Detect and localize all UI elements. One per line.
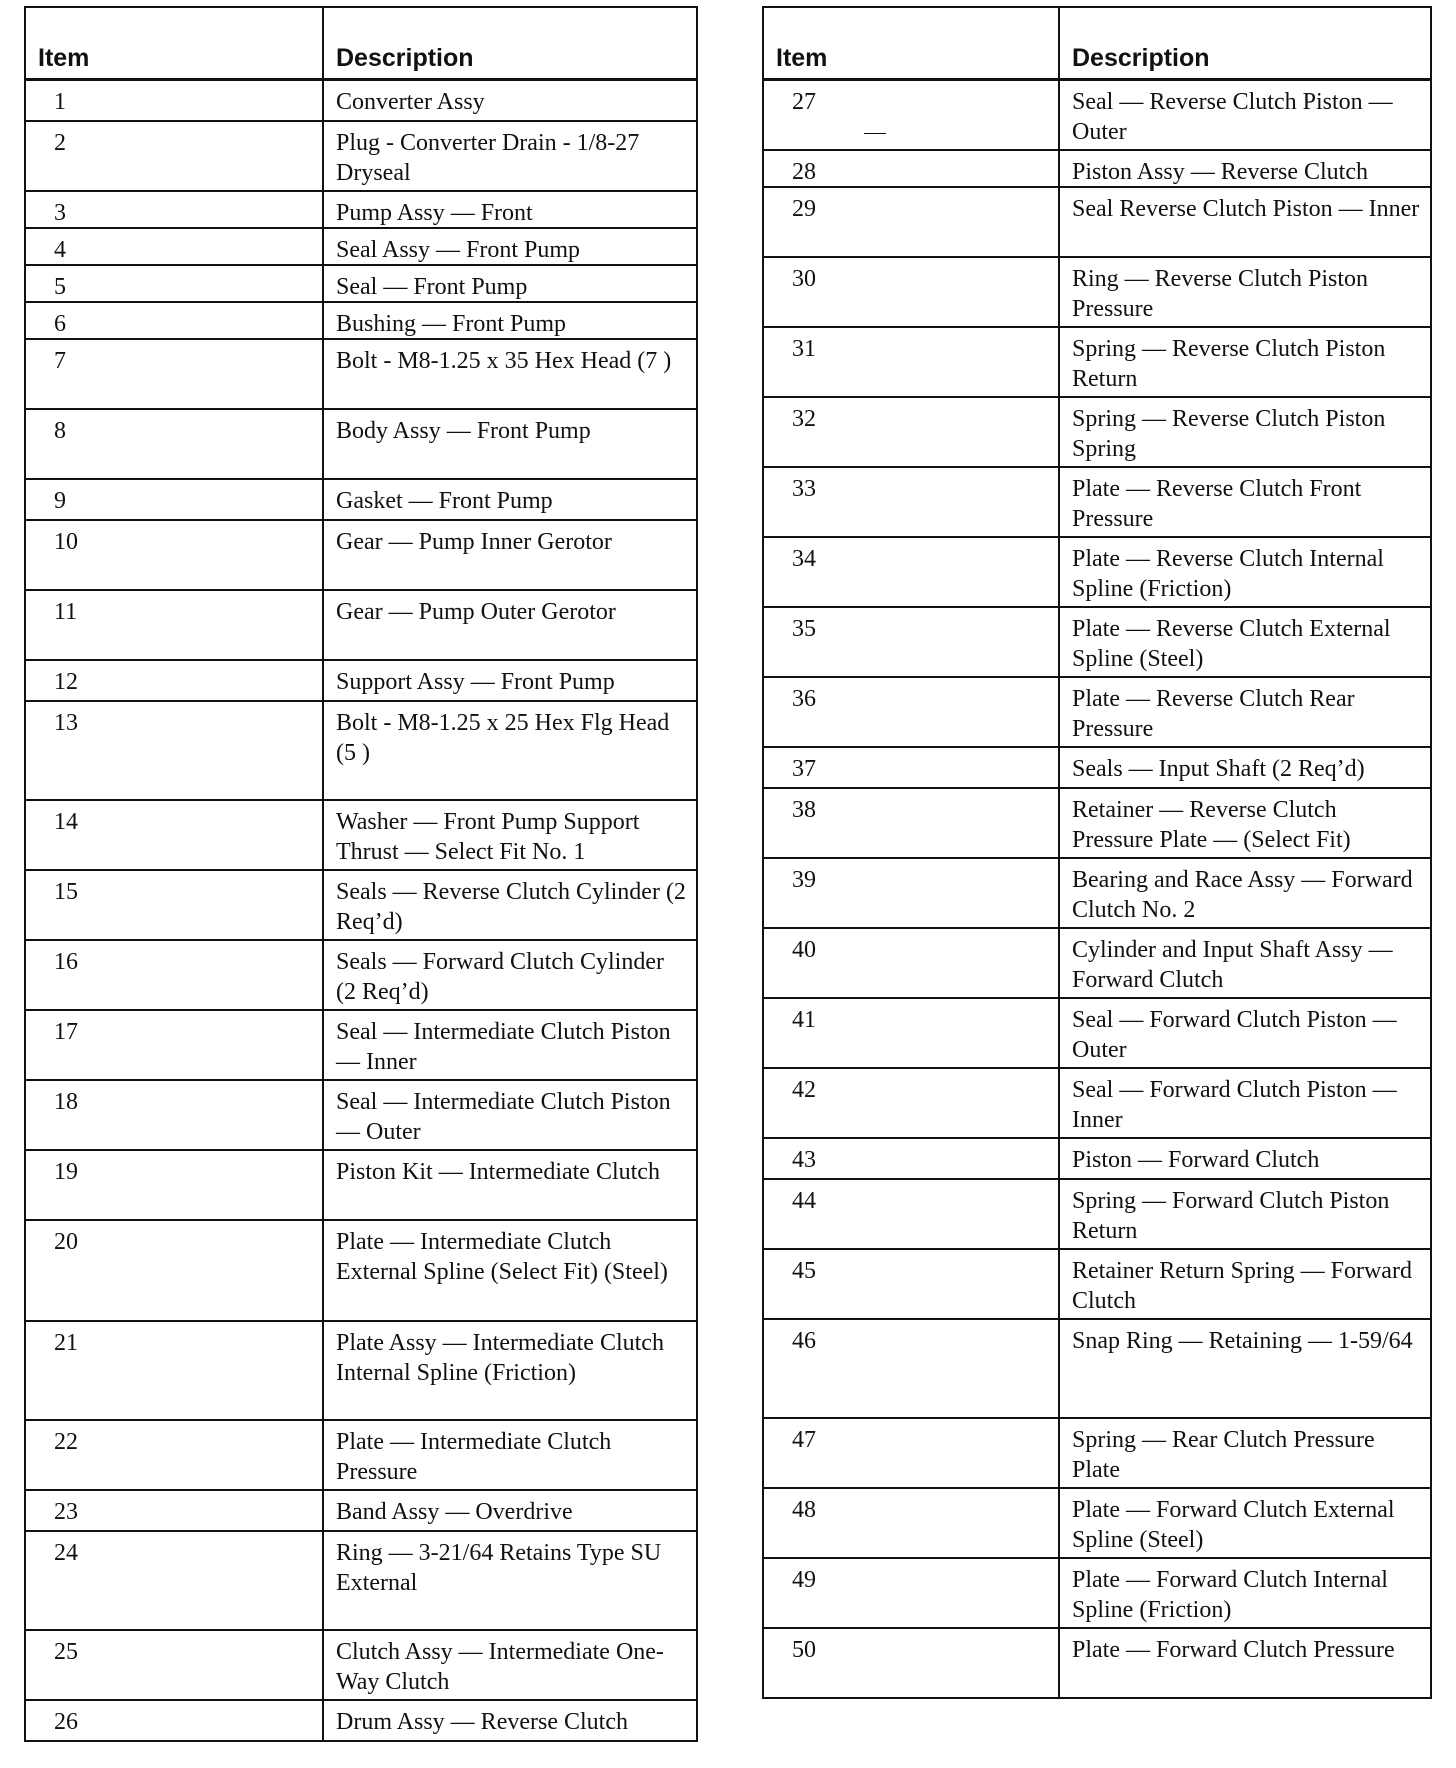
table-header (26, 8, 696, 81)
item-number: 46 (764, 1320, 1060, 1417)
table-body (764, 81, 1430, 1699)
table-row (26, 1322, 696, 1421)
item-number: 12 (26, 661, 324, 700)
item-number: 24 (26, 1532, 324, 1629)
table-row (26, 1151, 696, 1221)
item-description: Bolt - M8-1.25 x 35 Hex Head (7 ) (336, 348, 672, 374)
item-description: Piston Assy — Reverse Clutch (1072, 159, 1369, 185)
table-row (26, 1421, 696, 1491)
table-row (764, 81, 1430, 151)
table-row (764, 678, 1430, 748)
item-number: 8 (26, 410, 324, 478)
table-row (764, 188, 1430, 258)
table-row (764, 1180, 1430, 1250)
item-number: 38 (764, 789, 1060, 857)
item-description: Plate — Reverse Clutch External Spline (Steel) (1072, 616, 1391, 672)
item-description: Seal — Reverse Clutch Piston — Outer (1072, 89, 1393, 145)
item-description: Spring — Rear Clutch Pressure Plate (1072, 1427, 1375, 1483)
item-number: 18 (26, 1081, 324, 1149)
item-description: Cylinder and Input Shaft Assy — Forward Clutch (1072, 937, 1393, 993)
item-number: 47 (764, 1419, 1060, 1487)
table-row (764, 151, 1430, 188)
description-column-header: Description (1072, 44, 1210, 72)
table-row (764, 328, 1430, 398)
item-number: 15 (26, 871, 324, 939)
item-description: Retainer — Reverse Clutch Pressure Plate — (Select Fit) (1072, 797, 1351, 853)
item-number: 40 (764, 929, 1060, 997)
item-description: Piston Kit — Intermediate Clutch (336, 1159, 660, 1185)
item-description: Seal — Forward Clutch Piston — Inner (1072, 1077, 1397, 1133)
item-number: 39 (764, 859, 1060, 927)
table-header (764, 8, 1430, 81)
item-column-header: Item (764, 8, 1060, 78)
item-description: Seal — Intermediate Clutch Piston — Inner (336, 1019, 671, 1075)
table-row (764, 1139, 1430, 1180)
table-row (26, 1491, 696, 1532)
item-description: Drum Assy — Reverse Clutch (336, 1709, 628, 1735)
item-number: 5 (26, 266, 324, 301)
parts-table-right (762, 6, 1432, 1699)
item-number: 7 (26, 340, 324, 408)
item-description: Seals — Input Shaft (2 Req’d) (1072, 756, 1365, 782)
table-row (26, 702, 696, 801)
item-number: 21 (26, 1322, 324, 1419)
table-row (764, 258, 1430, 328)
table-row (26, 303, 696, 340)
item-number: 14 (26, 801, 324, 869)
table-row (26, 1532, 696, 1631)
table-row (764, 1419, 1430, 1489)
table-body (26, 81, 696, 1742)
table-row (26, 801, 696, 871)
item-number: 23 (26, 1491, 324, 1530)
item-description: Spring — Reverse Clutch Piston Spring (1072, 406, 1386, 462)
item-number: 20 (26, 1221, 324, 1320)
table-row (764, 999, 1430, 1069)
table-row (26, 661, 696, 702)
item-number: 30 (764, 258, 1060, 326)
item-description: Seals — Reverse Clutch Cylinder (2 Req’d) (336, 879, 686, 935)
item-number: 44 (764, 1180, 1060, 1248)
stray-dash-mark (864, 133, 886, 134)
item-description: Gear — Pump Inner Gerotor (336, 529, 612, 555)
item-number: 28 (764, 151, 1060, 186)
item-description: Plug - Converter Drain - 1/8-27 Dryseal (336, 130, 640, 186)
table-row (26, 410, 696, 480)
item-description: Gear — Pump Outer Gerotor (336, 599, 616, 625)
item-number: 36 (764, 678, 1060, 746)
item-description: Retainer Return Spring — Forward Clutch (1072, 1258, 1412, 1314)
table-row (26, 340, 696, 410)
table-row (26, 122, 696, 192)
item-number: 49 (764, 1559, 1060, 1627)
table-row (764, 608, 1430, 678)
item-number: 31 (764, 328, 1060, 396)
table-row (764, 1629, 1430, 1699)
table-row (764, 1320, 1430, 1419)
table-row (26, 1221, 696, 1322)
item-number: 29 (764, 188, 1060, 256)
item-description: Seal — Intermediate Clutch Piston — Outer (336, 1089, 671, 1145)
item-description: Seal — Forward Clutch Piston — Outer (1072, 1007, 1397, 1063)
item-number: 4 (26, 229, 324, 264)
item-description: Plate — Reverse Clutch Rear Pressure (1072, 686, 1355, 742)
table-row (764, 1559, 1430, 1629)
item-description: Ring — 3-21/64 Retains Type SU External (336, 1540, 662, 1596)
item-number: 27 (764, 81, 1060, 149)
item-number: 13 (26, 702, 324, 799)
item-description: Plate — Forward Clutch Pressure (1072, 1637, 1395, 1663)
item-number: 19 (26, 1151, 324, 1219)
item-description: Seal — Front Pump (336, 274, 528, 300)
item-number: 45 (764, 1250, 1060, 1318)
item-number: 50 (764, 1629, 1060, 1697)
item-description: Ring — Reverse Clutch Piston Pressure (1072, 266, 1368, 322)
item-description: Bushing — Front Pump (336, 311, 567, 337)
table-row (764, 1069, 1430, 1139)
table-row (26, 591, 696, 661)
table-row (26, 266, 696, 303)
table-row (764, 789, 1430, 859)
table-row (764, 1250, 1430, 1320)
table-row (26, 521, 696, 591)
item-number: 2 (26, 122, 324, 190)
item-description: Plate — Reverse Clutch Internal Spline (Friction) (1072, 546, 1384, 602)
table-row (764, 859, 1430, 929)
item-description: Spring — Reverse Clutch Piston Return (1072, 336, 1386, 392)
item-number: 1 (26, 81, 324, 120)
item-number: 32 (764, 398, 1060, 466)
table-row (764, 1489, 1430, 1559)
item-number: 10 (26, 521, 324, 589)
item-description: Plate — Forward Clutch Internal Spline (Friction) (1072, 1567, 1388, 1623)
item-description: Washer — Front Pump Support Thrust — Select Fit No. 1 (336, 809, 640, 865)
table-row (26, 1701, 696, 1742)
item-number: 37 (764, 748, 1060, 787)
item-description: Plate Assy — Intermediate Clutch Internal Spline (Friction) (336, 1330, 664, 1386)
item-number: 42 (764, 1069, 1060, 1137)
table-row (26, 480, 696, 521)
item-description: Gasket — Front Pump (336, 488, 553, 514)
item-description: Plate — Forward Clutch External Spline (Steel) (1072, 1497, 1395, 1553)
item-description: Plate — Intermediate Clutch External Spline (Select Fit) (Steel) (336, 1229, 668, 1285)
table-row (26, 871, 696, 941)
item-number: 16 (26, 941, 324, 1009)
item-column-header: Item (26, 8, 324, 78)
item-number: 6 (26, 303, 324, 338)
item-description: Converter Assy (336, 89, 485, 115)
item-description: Bearing and Race Assy — Forward Clutch No. 2 (1072, 867, 1413, 923)
table-row (26, 941, 696, 1011)
item-description: Support Assy — Front Pump (336, 669, 615, 695)
item-number: 34 (764, 538, 1060, 606)
item-description: Pump Assy — Front (336, 200, 533, 226)
item-number: 48 (764, 1489, 1060, 1557)
item-description: Body Assy — Front Pump (336, 418, 591, 444)
table-row (764, 538, 1430, 608)
item-number: 35 (764, 608, 1060, 676)
table-row (26, 1631, 696, 1701)
table-row (26, 1011, 696, 1081)
item-number: 25 (26, 1631, 324, 1699)
item-number: 33 (764, 468, 1060, 536)
item-description: Seal Reverse Clutch Piston — Inner (1072, 196, 1420, 222)
description-column-header: Description (336, 44, 474, 72)
item-number: 3 (26, 192, 324, 227)
table-row (26, 192, 696, 229)
item-description: Seal Assy — Front Pump (336, 237, 581, 263)
item-description: Plate — Intermediate Clutch Pressure (336, 1429, 612, 1485)
item-number: 11 (26, 591, 324, 659)
item-number: 22 (26, 1421, 324, 1489)
table-row (26, 81, 696, 122)
table-row (764, 468, 1430, 538)
item-number: 9 (26, 480, 324, 519)
item-number: 26 (26, 1701, 324, 1740)
item-description: Spring — Forward Clutch Piston Return (1072, 1188, 1390, 1244)
item-description: Seals — Forward Clutch Cylinder (2 Req’d) (336, 949, 664, 1005)
table-row (764, 929, 1430, 999)
table-row (764, 748, 1430, 789)
table-row (26, 1081, 696, 1151)
item-number: 43 (764, 1139, 1060, 1178)
item-description: Snap Ring — Retaining — 1-59/64 (1072, 1328, 1413, 1354)
table-row (764, 398, 1430, 468)
table-row (26, 229, 696, 266)
item-description: Band Assy — Overdrive (336, 1499, 573, 1525)
item-number: 17 (26, 1011, 324, 1079)
item-description: Plate — Reverse Clutch Front Pressure (1072, 476, 1362, 532)
parts-table-left (24, 6, 698, 1742)
item-description: Clutch Assy — Intermediate One-Way Clutch (336, 1639, 664, 1695)
item-description: Bolt - M8-1.25 x 25 Hex Flg Head (5 ) (336, 710, 670, 766)
item-number: 41 (764, 999, 1060, 1067)
item-description: Piston — Forward Clutch (1072, 1147, 1320, 1173)
